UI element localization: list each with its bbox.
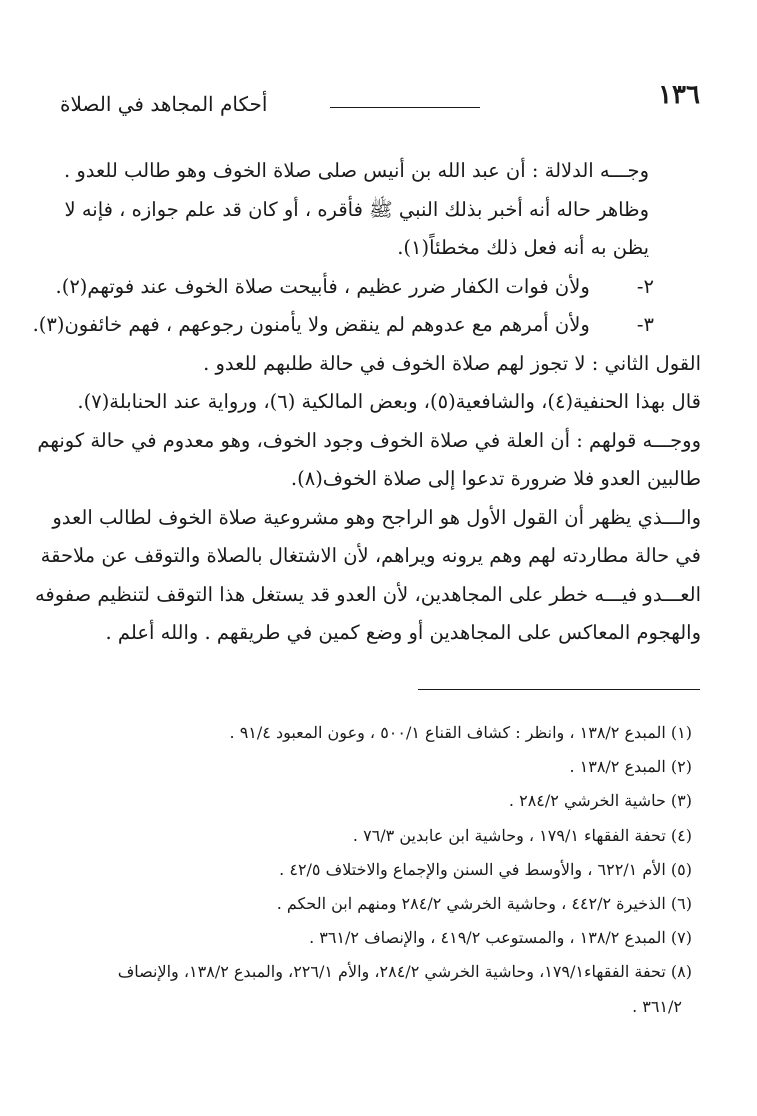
point-number: ٣- bbox=[636, 313, 654, 336]
numbered-point bbox=[55, 268, 701, 307]
header-rule bbox=[330, 107, 480, 108]
text-line: العـــدو فيـــه خطر على المجاهدين، لأن العدو قد يستغل هذا التوقف لتنظيم صفوفه bbox=[34, 582, 701, 606]
running-title: أحكام المجاهد في الصلاة bbox=[60, 92, 268, 116]
text-line: وجـــه الدلالة : أن عبد الله بن أنيس صلى صلاة الخوف وهو طالب للعدو . bbox=[63, 159, 649, 182]
text-line: طالبين العدو فلا ضرورة تدعوا إلى صلاة الخوف(٨). bbox=[290, 467, 701, 490]
page-header bbox=[60, 78, 700, 128]
footnote: (٧) المبدع ١٣٨/٢ ، والمستوعب ٤١٩/٢ ، والإنصاف ٣٦١/٢ . bbox=[309, 928, 692, 948]
footnote-separator bbox=[418, 689, 700, 690]
footnotes bbox=[60, 716, 700, 1024]
text-line: وظاهر حاله أنه أخبر بذلك النبي ﷺ فأقره ، أو كان قد علم جوازه ، فإنه لا bbox=[64, 197, 649, 221]
footnote: (٨) تحفة الفقهاء١٧٩/١، وحاشية الخرشي ٢٨٤/٢، والأم ٢٢٦/١، والمبدع ١٣٨/٢، والإنصاف bbox=[117, 962, 692, 982]
numbered-point bbox=[32, 306, 701, 345]
text-line: ووجـــه قولهم : أن العلة في صلاة الخوف وجود الخوف، وهو معدوم في حالة كونهم bbox=[37, 428, 701, 452]
footnote: (١) المبدع ١٣٨/٢ ، وانظر : كشاف القناع ٥٠٠/١ ، وعون المعبود ٩١/٤ . bbox=[229, 723, 692, 742]
page-number: ١٣٦ bbox=[658, 80, 700, 110]
point-text: ولأن فوات الكفار ضرر عظيم ، فأبيحت صلاة الخوف عند فوتهم(٢). bbox=[55, 274, 590, 298]
footnote: (٦) الذخيرة ٤٤٢/٢ ، وحاشية الخرشي ٢٨٤/٢ ومنهم ابن الحكم . bbox=[276, 893, 692, 913]
text-line: والـــذي يظهر أن القول الأول هو الراجح وهو مشروعية صلاة الخوف لطالب العدو bbox=[52, 505, 701, 529]
text-line: في حالة مطاردته لهم وهم يرونه ويراهم، لأن الاشتغال بالصلاة والتوقف عن ملاحقة bbox=[40, 544, 701, 567]
text-line: القول الثاني : لا تجوز لهم صلاة الخوف في حالة طلبهم للعدو . bbox=[203, 351, 701, 375]
text-line: قال بهذا الحنفية(٤)، والشافعية(٥)، وبعض المالكية (٦)، ورواية عند الحنابلة(٧). bbox=[77, 390, 701, 413]
footnote: (٣) حاشية الخرشي ٢٨٤/٢ . bbox=[508, 791, 692, 811]
point-number: ٢- bbox=[636, 274, 654, 298]
footnote: (٢) المبدع ١٣٨/٢ . bbox=[569, 757, 692, 777]
footnote-continuation: ٣٦١/٢ . bbox=[632, 996, 682, 1016]
footnote: (٤) تحفة الفقهاء ١٧٩/١ ، وحاشية ابن عابدين ٧٦/٣ . bbox=[352, 825, 692, 845]
main-text bbox=[32, 152, 701, 653]
text-line: يظن به أنه فعل ذلك مخطئاً(١). bbox=[397, 236, 649, 259]
footnote: (٥) الأم ٦٢٢/١ ، والأوسط في السنن والإجماع والاختلاف ٤٢/٥ . bbox=[279, 859, 692, 879]
text-line: والهجوم المعاكس على المجاهدين أو وضع كمين في طريقهم . والله أعلم . bbox=[105, 621, 701, 644]
point-text: ولأن أمرهم مع عدوهم لم ينقض ولا يأمنون رجوعهم ، فهم خائفون(٣). bbox=[32, 313, 590, 336]
